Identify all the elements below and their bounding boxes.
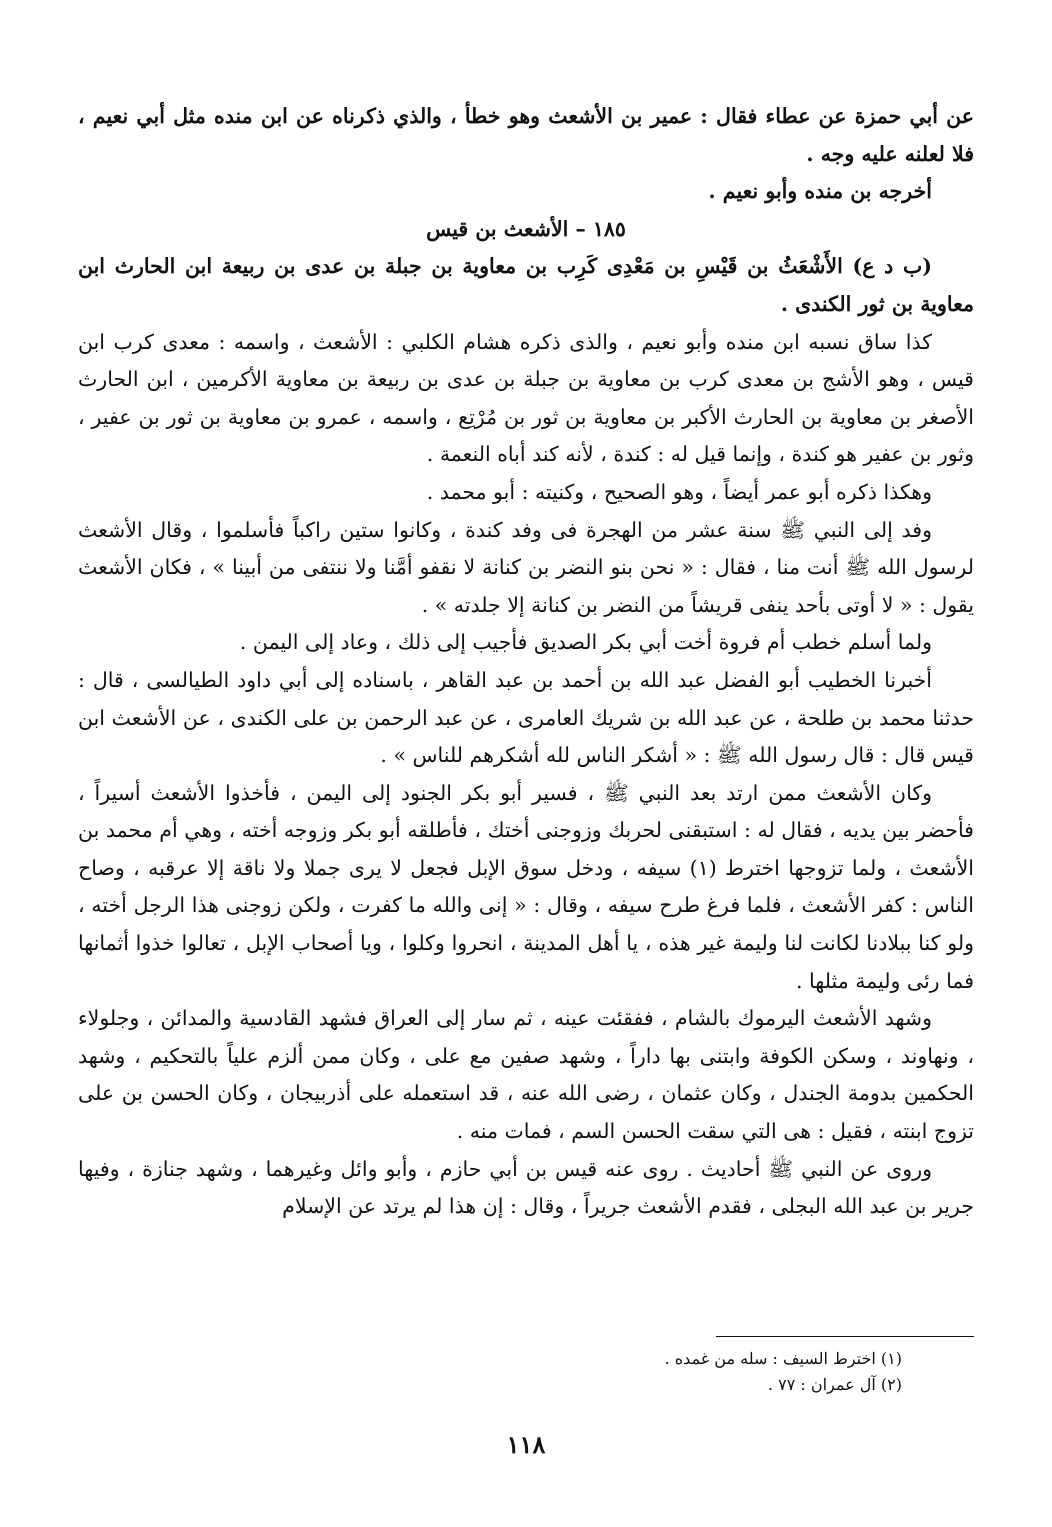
intro-paragraph: عن أبي حمزة عن عطاء فقال : عمير بن الأشعث وهو خطأ ، والذي ذكرناه عن ابن منده مثل أبي نعيم ، فلا لعلنه عليه وجه .: [78, 104, 974, 166]
footnote-2: (٢) آل عمران : ٧٧ .: [767, 1375, 902, 1394]
attribution-line: أخرجه بن منده وأبو نعيم .: [708, 179, 932, 204]
paragraph-delegation: وفد إلى النبي ﷺ سنة عشر من الهجرة فى وفد كندة ، وكانوا ستين راكباً فأسلموا ، وقال الأشعث لرسول الله ﷺ أنت منا ، فقال : « نحن بنو النضر بن كنانة لا نقفو أمَّنا ولا ننتفى من أبينا » ، فكان الأشعث يقول : « لا أوتى بأحد ينفى قريشاً من النضر بن كنانة إلا جلدته » .: [78, 517, 974, 617]
footnote-1: (١) اخترط السيف : سله من غمده .: [664, 1349, 902, 1368]
entry-lead: (ب د ع) الأَشْعَثُ بن قَيْسِ بن مَعْدِى كَرِب بن معاوية بن جبلة بن عدى بن ربيعة ابن الحارث ابن معاوية بن ثور الكندى .: [78, 254, 974, 316]
paragraph-kunya: وهكذا ذكره أبو عمر أيضاً ، وهو الصحيح ، وكنيته : أبو محمد .: [426, 479, 932, 504]
paragraph-hadith: أخبرنا الخطيب أبو الفضل عبد الله بن أحمد بن عبد القاهر ، باسناده إلى أبي داود الطيالسى ، قال : حدثنا محمد بن طلحة ، عن عبد الله بن شريك العامرى ، عن عبد الرحمن بن على الكندى ، عن الأشعث ابن قيس قال : قال رسول الله ﷺ : « أشكر الناس لله أشكرهم للناس » .: [78, 667, 974, 768]
footnote-divider: [716, 1336, 974, 1337]
paragraph-battles: وشهد الأشعث اليرموك بالشام ، ففقئت عينه ، ثم سار إلى العراق فشهد القادسية والمدائن ، وجلولاء ، ونهاوند ، وسكن الكوفة وابتنى بها داراً ، وشهد صفين مع على ، وكان ممن ألزم علياً بالتحكيم ، وشهد الحكمين بدومة الجندل ، وكان عثمان ، رضى الله عنه ، قد استعمله على أذربيجان ، وكان الحسن بن على تزوج ابنته ، فقيل : هى التي سقت الحسن السم ، فمات منه .: [78, 1006, 974, 1144]
paragraph-marriage: ولما أسلم خطب أم فروة أخت أبي بكر الصديق فأجيب إلى ذلك ، وعاد إلى اليمن .: [239, 630, 932, 655]
paragraph-narration: وروى عن النبي ﷺ أحاديث . روى عنه قيس بن أبي حازم ، وأبو وائل وغيرهما ، وشهد جنازة ، وفيها جرير بن عبد الله البجلى ، فقدم الأشعث جريراً ، وقال : إن هذا لم يرتد عن الإسلام: [78, 1156, 974, 1219]
paragraph-apostasy: وكان الأشعث ممن ارتد بعد النبي ﷺ ، فسير أبو بكر الجنود إلى اليمن ، فأخذوا الأشعث أسيراً ، فأحضر بين يديه ، فقال له : استبقنى لحربك وزوجنى أختك ، فأطلقه أبو بكر وزوجه أخته ، وهي أم محمد بن الأشعث ، ولما تزوجها اخترط (١) سيفه ، ودخل سوق الإبل فجعل لا يرى جملا ولا ناقة إلا عرقبه ، وصاح الناس : كفر الأشعث ، فلما فرغ طرح سيفه ، وقال : « إنى والله ما كفرت ، ولكن زوجنى هذا الرجل أخته ، ولو كنا ببلادنا لكانت لنا وليمة غير هذه ، يا أهل المدينة ، انحروا وكلوا ، ويا أصحاب الإبل ، تعالوا خذوا أثمانها فما رئى وليمة مثلها .: [78, 780, 974, 993]
entry-heading: ١٨٥ – الأشعث بن قيس: [426, 216, 626, 241]
main-text: [78, 98, 974, 1226]
footnotes: [665, 1346, 902, 1398]
page-number: ١١٨: [506, 1430, 546, 1459]
paragraph-lineage: كذا ساق نسبه ابن منده وأبو نعيم ، والذى ذكره هشام الكلبي : الأشعث ، واسمه : معدى كرب ابن قيس ، وهو الأشج بن معدى كرب بن معاوية بن جبلة بن عدى بن ربيعة بن معاوية الأكرمين ، ابن الحارث الأصغر بن معاوية بن الحارث الأكبر بن معاوية بن ثور بن مُرْتِع ، واسمه ، عمرو بن معاوية بن ثور بن عفير ، وثور بن عفير هو كندة ، وإنما قيل له : كندة ، لأنه كند أباه النعمة .: [78, 329, 974, 467]
